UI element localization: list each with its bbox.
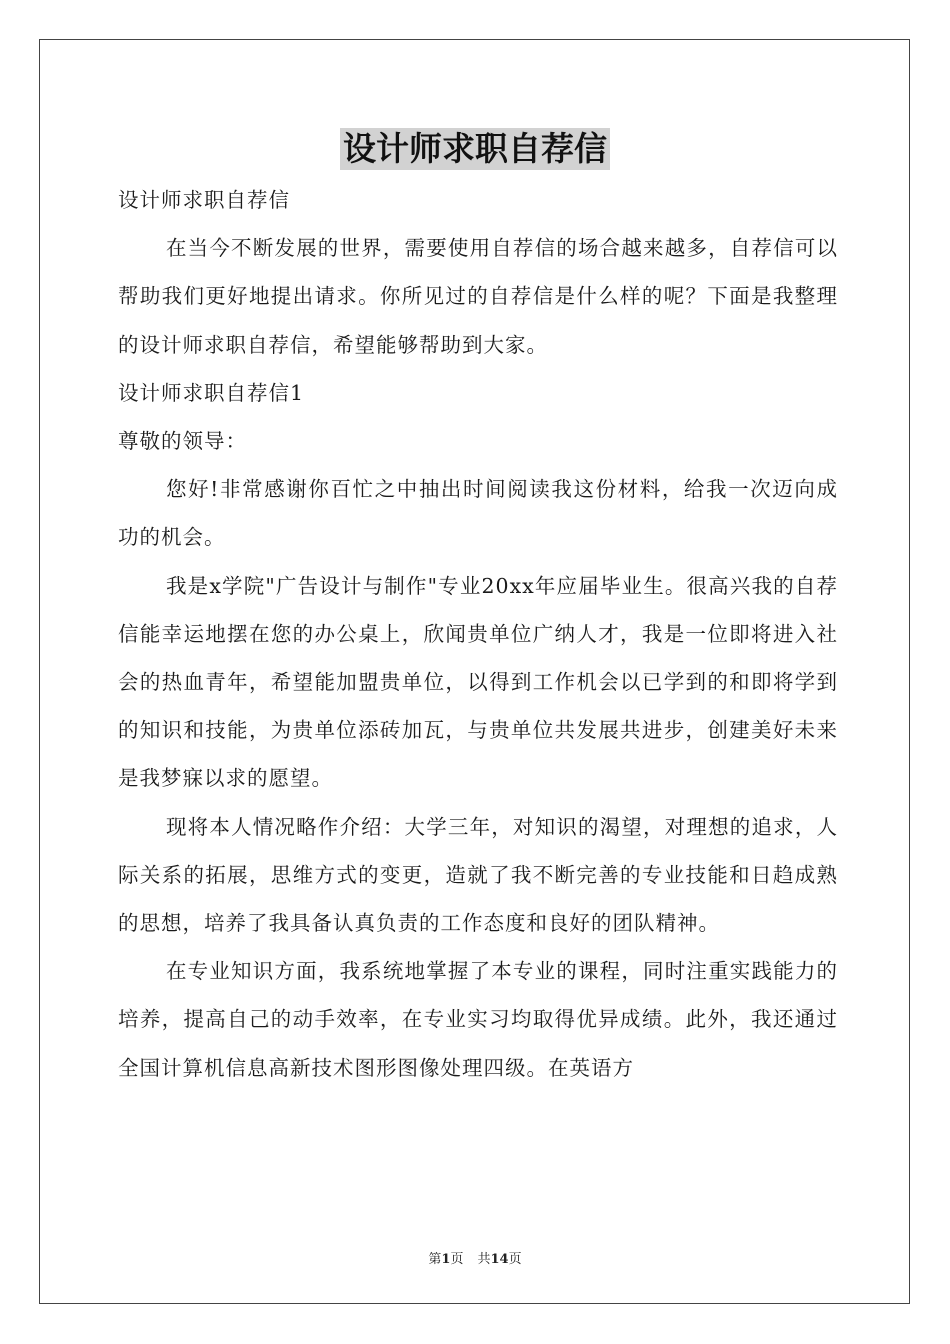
page-current: 1 xyxy=(441,1252,451,1267)
section-heading: 设计师求职自荐信1 xyxy=(118,380,305,405)
intro-paragraph: 在当今不断发展的世界，需要使用自荐信的场合越来越多，自荐信可以帮助我们更好地提出请求。你所见过的自荐信是什么样的呢？下面是我整理的设计师求职自荐信，希望能够帮助到大家。 xyxy=(118,236,838,357)
page-suffix: 页 xyxy=(450,1252,464,1267)
total-suffix: 页 xyxy=(508,1252,522,1267)
skills-paragraph: 在专业知识方面，我系统地掌握了本专业的课程，同时注重实践能力的培养，提高自己的动手效率，在专业实习均取得优异成绩。此外，我还通过全国计算机信息高新技术图形图像处理四级。在英语方 xyxy=(118,959,838,1080)
page-total: 14 xyxy=(490,1252,509,1267)
subtitle-paragraph: 设计师求职自荐信 xyxy=(118,188,290,212)
total-prefix: 共 xyxy=(477,1252,491,1267)
self-intro-paragraph: 我是x学院"广告设计与制作"专业20xx年应届毕业生。很高兴我的自荐信能幸运地摆在您的办公桌上，欣闻贵单位广纳人才，我是一位即将进入社会的热血青年，希望能加盟贵单位，以得到工作机会以已学到的和即将学到的知识和技能，为贵单位添砖加瓦，与贵单位共发展共进步，创建美好未来是我梦寐以求的愿望。 xyxy=(118,573,838,791)
background-paragraph: 现将本人情况略作介绍：大学三年，对知识的渴望，对理想的追求，人际关系的拓展，思维方式的变更，造就了我不断完善的专业技能和日趋成熟的思想，培养了我具备认真负责的工作态度和良好的团队精神。 xyxy=(118,814,838,936)
document-title: 设计师求职自荐信 xyxy=(340,128,610,170)
title-container xyxy=(0,128,950,170)
page-prefix: 第 xyxy=(428,1252,442,1267)
greeting-paragraph: 您好!非常感谢你百忙之中抽出时间阅读我这份材料，给我一次迈向成功的机会。 xyxy=(118,477,838,550)
salutation: 尊敬的领导： xyxy=(118,429,247,454)
page-footer xyxy=(0,1248,950,1267)
document-body xyxy=(118,176,838,1092)
